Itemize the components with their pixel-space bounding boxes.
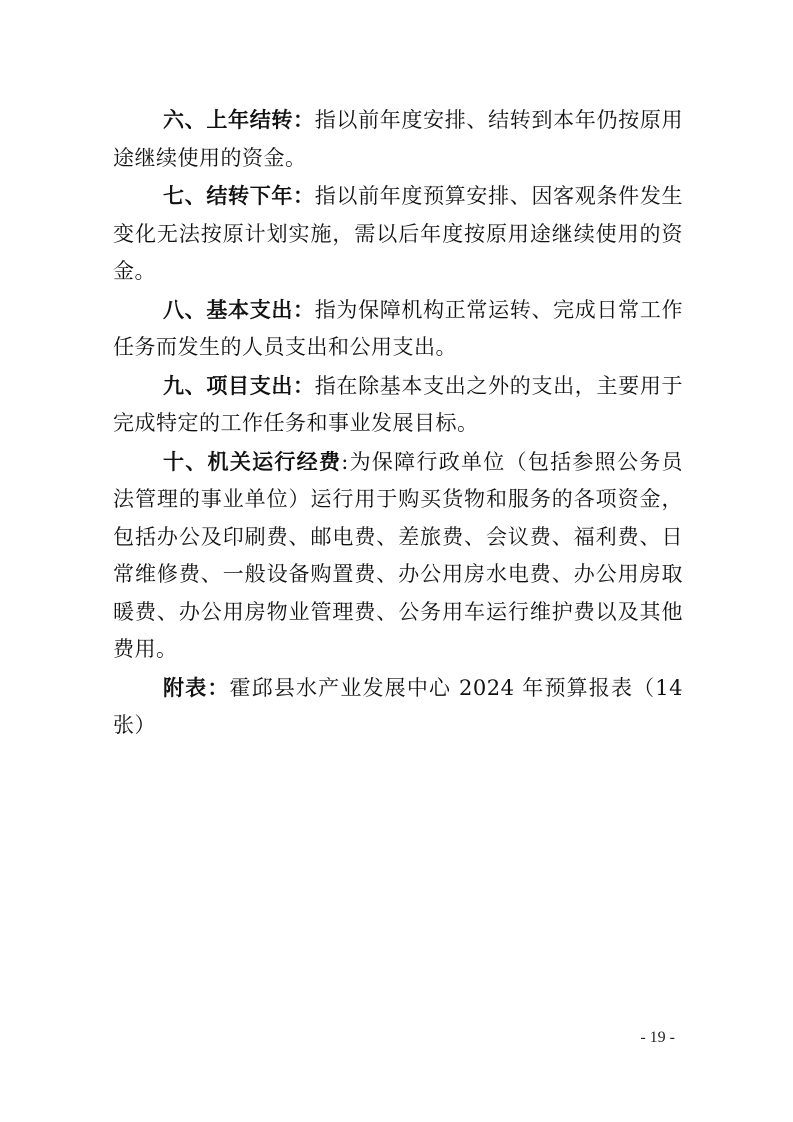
paragraph-heading: 七、结转下年： [163, 183, 315, 208]
paragraph-text: :为保障行政单位（包括参照公务员法管理的事业单位）运行用于购买货物和服务的各项资金，包括办公及印刷费、邮电费、差旅费、会议费、福利费、日常维修费、一般设备购置费、办公用房水电费、办公用房取暖费、办公用房物业管理费、公务用车运行维护费以及其他费用。 [113, 449, 683, 661]
paragraph-heading: 十、机关运行经费 [163, 448, 342, 474]
paragraph-attachment [113, 669, 683, 745]
paragraph-heading: 六、上年结转： [163, 107, 315, 132]
paragraph-heading: 八、基本支出： [163, 296, 315, 322]
paragraph-carryover-next-year [113, 177, 683, 291]
paragraph-project-expenditure [113, 367, 683, 443]
paragraph-heading: 附表： [163, 674, 230, 700]
paragraph-text: 指以前年度安排、结转到本年仍按原用途继续使用的资金。 [113, 108, 683, 170]
paragraph-text: 指在除基本支出之外的支出，主要用于完成特定的工作任务和事业发展目标。 [113, 373, 683, 435]
page-number: - 19 - [640, 1029, 675, 1046]
paragraph-text: 指为保障机构正常运转、完成日常工作任务而发生的人员支出和公用支出。 [113, 297, 683, 359]
paragraph-carryover-last-year [113, 101, 683, 177]
document-body [113, 101, 683, 745]
paragraph-basic-expenditure [113, 291, 683, 367]
paragraph-heading: 九、项目支出： [163, 372, 315, 398]
paragraph-text: 霍邱县水产业发展中心 2024 年预算报表（14张） [113, 675, 684, 737]
paragraph-text: 指以前年度预算安排、因客观条件发生变化无法按原计划实施，需以后年度按原用途继续使用的资金。 [113, 184, 683, 283]
paragraph-operating-funds [113, 443, 683, 669]
